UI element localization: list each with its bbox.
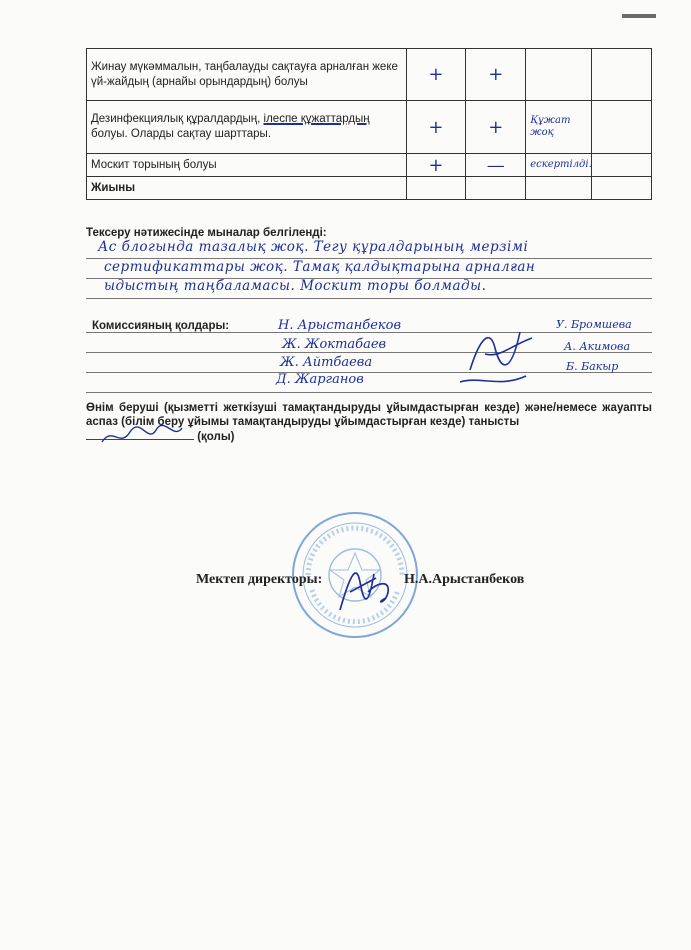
row-label <box>87 101 407 154</box>
signer-name: Ж. Айтбаева <box>280 355 373 370</box>
table-row <box>87 101 652 154</box>
ack-signature <box>96 422 186 450</box>
empty-cell <box>406 177 466 200</box>
mark-cell: + <box>466 49 526 101</box>
empty-cell <box>466 177 526 200</box>
scan-mark <box>622 14 656 18</box>
finding-line-2: сертификаттары жоқ. Тамақ қалдықтарына арналған <box>104 259 536 275</box>
row-label: Москит торының болуы <box>87 154 407 177</box>
empty-cell <box>592 154 652 177</box>
row-label-underlined: ілеспе құжаттардың <box>263 113 370 125</box>
findings-heading: Тексеру нәтижесінде мыналар белгіленді: <box>86 227 327 239</box>
signer-name: У. Бромшева <box>556 318 632 331</box>
checklist-table <box>86 48 652 200</box>
row-label-suffix: болуы. Оларды сақтау шарттары. <box>91 128 272 140</box>
row-label-prefix: Дезинфекциялық құралдардың, <box>91 113 264 125</box>
mark-cell: + <box>466 101 526 154</box>
row-label: Жинау мүкәммалын, таңбалауды сақтауға арналған жеке үй-жайдың (арнайы орындардың) болуы <box>87 49 407 101</box>
total-label: Жиыны <box>87 177 407 200</box>
finding-line-3: ыдыстың таңбаламасы. Москит торы болмады. <box>104 278 487 294</box>
director-title: Мектеп директоры: <box>196 572 323 587</box>
table-row <box>87 49 652 101</box>
empty-cell <box>592 101 652 154</box>
note-cell: ескертілді. <box>526 154 592 177</box>
signature-caption: (қолы) <box>197 431 235 443</box>
commission-heading: Комиссияның қолдары: <box>92 320 230 332</box>
mark-cell: + <box>406 101 466 154</box>
mark-cell: + <box>406 49 466 101</box>
signer-name: А. Акимова <box>564 340 631 353</box>
mark-cell: + <box>406 154 466 177</box>
empty-cell <box>592 49 652 101</box>
finding-line-1: Ас блогында тазалық жоқ. Тегу құралдарының мерзімі <box>98 239 529 255</box>
table-row <box>87 154 652 177</box>
table-row-total <box>87 177 652 200</box>
signer-name: Д. Жарганов <box>276 372 364 387</box>
mark-cell: — <box>466 154 526 177</box>
empty-cell <box>526 177 592 200</box>
director-signature <box>328 552 398 616</box>
director-name: Н.А.Арыстанбеков <box>404 572 525 587</box>
note-cell: Құжат жоқ <box>526 101 592 154</box>
empty-cell <box>592 177 652 200</box>
commission-signature <box>440 318 540 388</box>
signer-name: Б. Бакыр <box>566 360 619 373</box>
acknowledgement-text: Өнім беруші (қызметті жеткізуші тамақтандыруды ұйымдастырған кезде) және/немесе жауапты аспаз (білім беру ұйымы тамақтандыруды ұйымдастырған кезде) танысты <box>86 402 652 428</box>
note-cell <box>526 49 592 101</box>
signer-name: Н. Арыстанбеков <box>278 318 402 333</box>
signer-name: Ж. Жоктабаев <box>282 337 387 352</box>
ruled-line <box>86 373 652 393</box>
